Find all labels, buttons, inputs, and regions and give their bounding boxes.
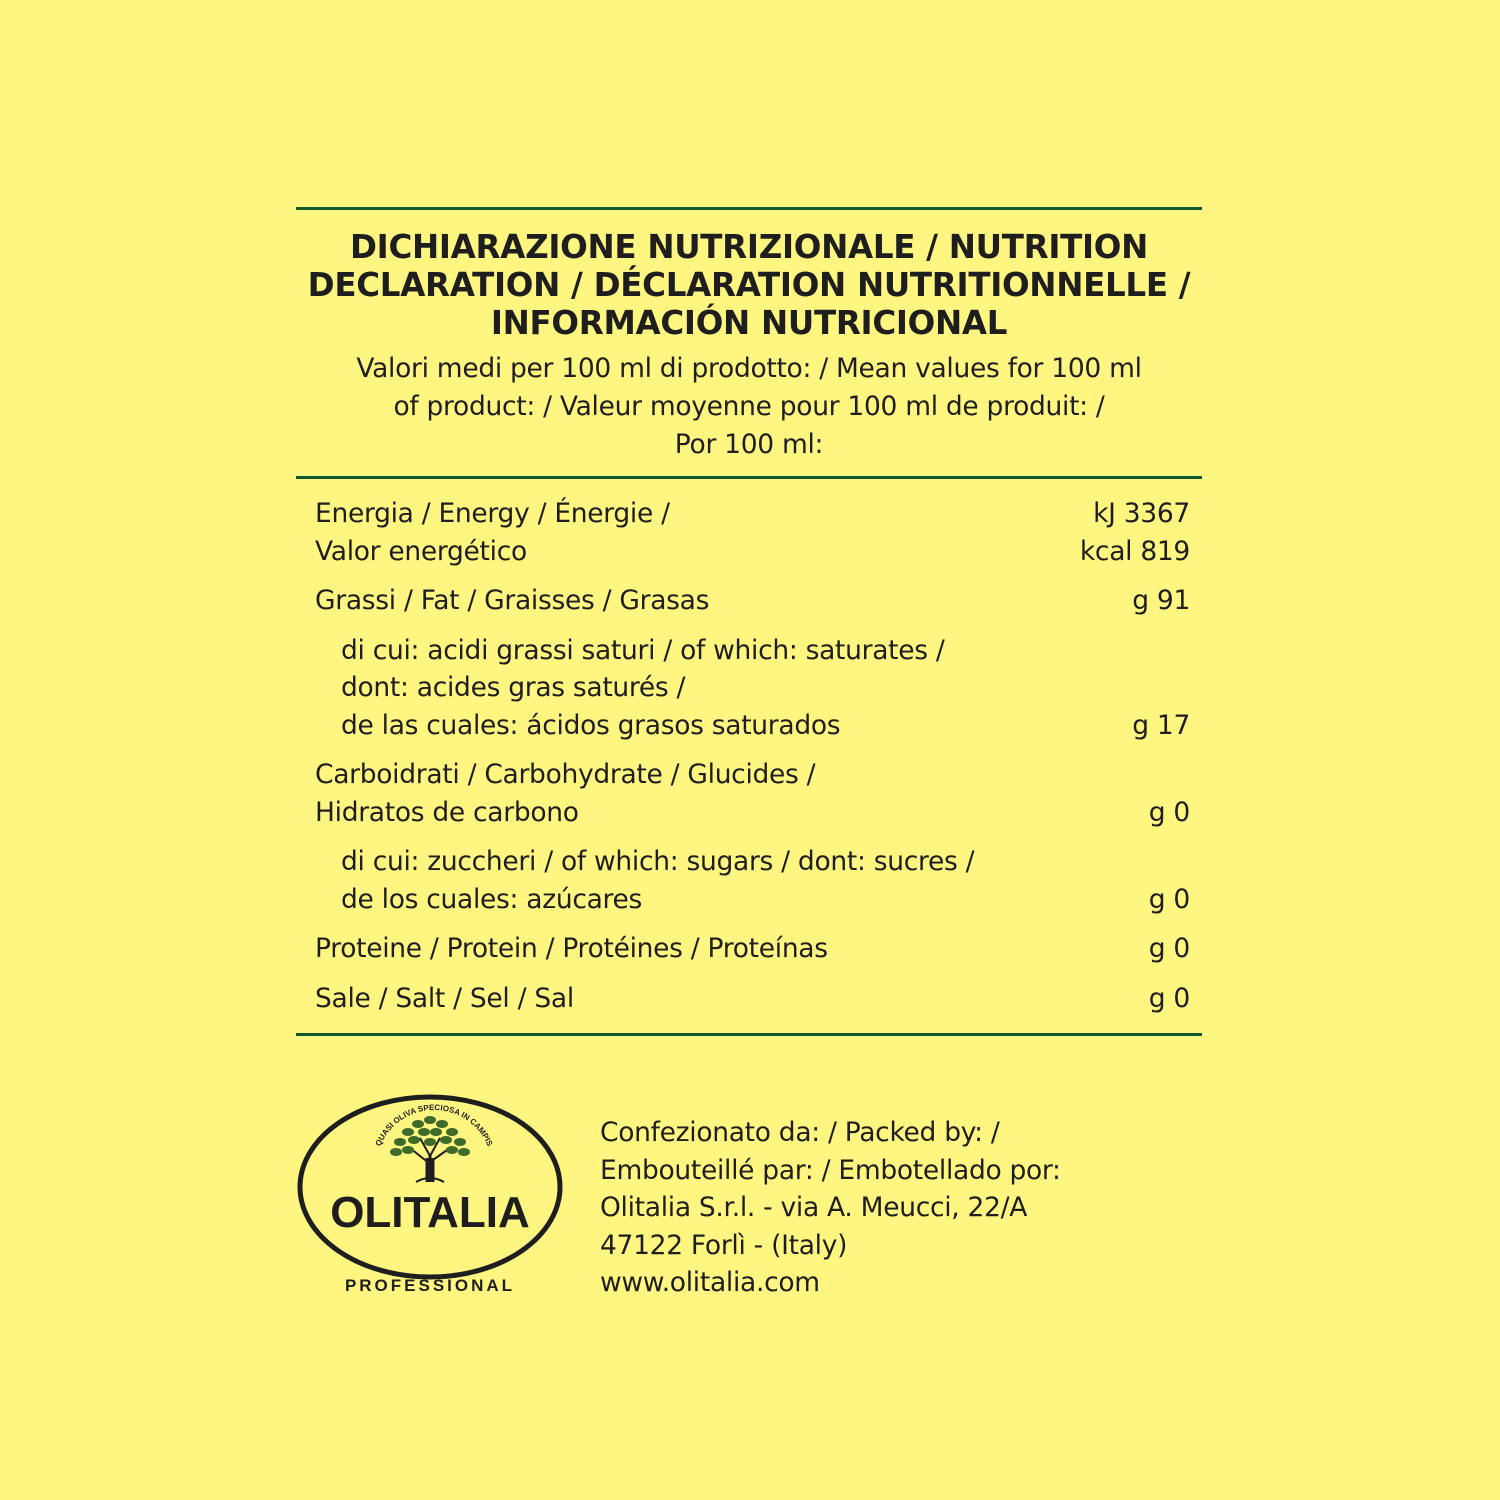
row-salt (315, 980, 1190, 1018)
packer-line: Confezionato da: / Packed by: / (600, 1117, 1000, 1148)
declaration-subtitle (296, 350, 1202, 464)
subtitle-line: of product: / Valeur moyenne pour 100 ml de produit: / (393, 391, 1105, 422)
packer-line: 47122 Forlì - (Italy) (600, 1229, 848, 1261)
row-fat (315, 582, 1190, 620)
row-value: g 0 (1148, 982, 1190, 1014)
subtitle-line: Por 100 ml: (674, 429, 824, 460)
top-rule (296, 207, 1202, 210)
logo-tagline: PROFESSIONAL (344, 1276, 516, 1295)
title-line: INFORMACIÓN NUTRICIONAL (490, 304, 1008, 342)
subtitle-line: Valori medi per 100 ml di prodotto: / Mean values for 100 ml (356, 353, 1142, 384)
logo-emblem (296, 1090, 564, 1300)
row-energy (315, 495, 1190, 570)
logo-brand: OLITALIA (330, 1188, 530, 1237)
row-value: g 0 (1148, 933, 1190, 964)
logo-motto: QUASI OLIVA SPECIOSA IN CAMPIS (373, 1102, 495, 1148)
row-label: di cui: zuccheri / of which: sugars / dont: sucres / de los cuales: azúcares (341, 846, 975, 915)
row-value: g 0 (1148, 883, 1190, 915)
title-line: DICHIARAZIONE NUTRIZIONALE / NUTRITION (349, 228, 1149, 266)
row-carbohydrate (315, 756, 1190, 831)
tree-icon (390, 1116, 470, 1182)
title-line: DECLARATION / DÉCLARATION NUTRITIONNELLE / (307, 266, 1191, 304)
row-label: di cui: acidi grassi saturi / of which: saturates / dont: acides gras saturés / de las cuales: ácidos grasos saturados (341, 634, 945, 741)
packer-line: Olitalia S.r.l. - via A. Meucci, 22/A (600, 1192, 1028, 1223)
row-label: Carboidrati / Carbohydrate / Glucides / Hidratos de carbono (315, 759, 816, 828)
row-value: g 17 (1132, 709, 1190, 741)
packer-line: Embouteillé par: / Embotellado por: (600, 1154, 1061, 1186)
row-value: g 91 (1132, 585, 1190, 616)
bottom-rule (296, 1033, 1202, 1036)
packer-info (600, 1114, 1061, 1302)
nutrition-panel (296, 207, 1202, 1036)
row-value: g 0 (1148, 796, 1190, 828)
row-saturates (315, 632, 1190, 745)
row-label: Grassi / Fat / Graisses / Grasas (315, 585, 710, 616)
declaration-title (296, 228, 1202, 342)
packer-website: www.olitalia.com (600, 1267, 820, 1298)
row-label: Proteine / Protein / Protéines / Proteínas (315, 933, 828, 964)
row-label: Sale / Salt / Sel / Sal (315, 982, 574, 1014)
row-value: kJ 3367 kcal 819 (1079, 498, 1190, 567)
row-protein (315, 930, 1190, 968)
row-sugars (315, 843, 1190, 918)
nutrition-rows (296, 479, 1202, 1017)
row-label: Energia / Energy / Énergie / Valor energético (315, 498, 670, 567)
olitalia-logo (296, 1090, 564, 1300)
